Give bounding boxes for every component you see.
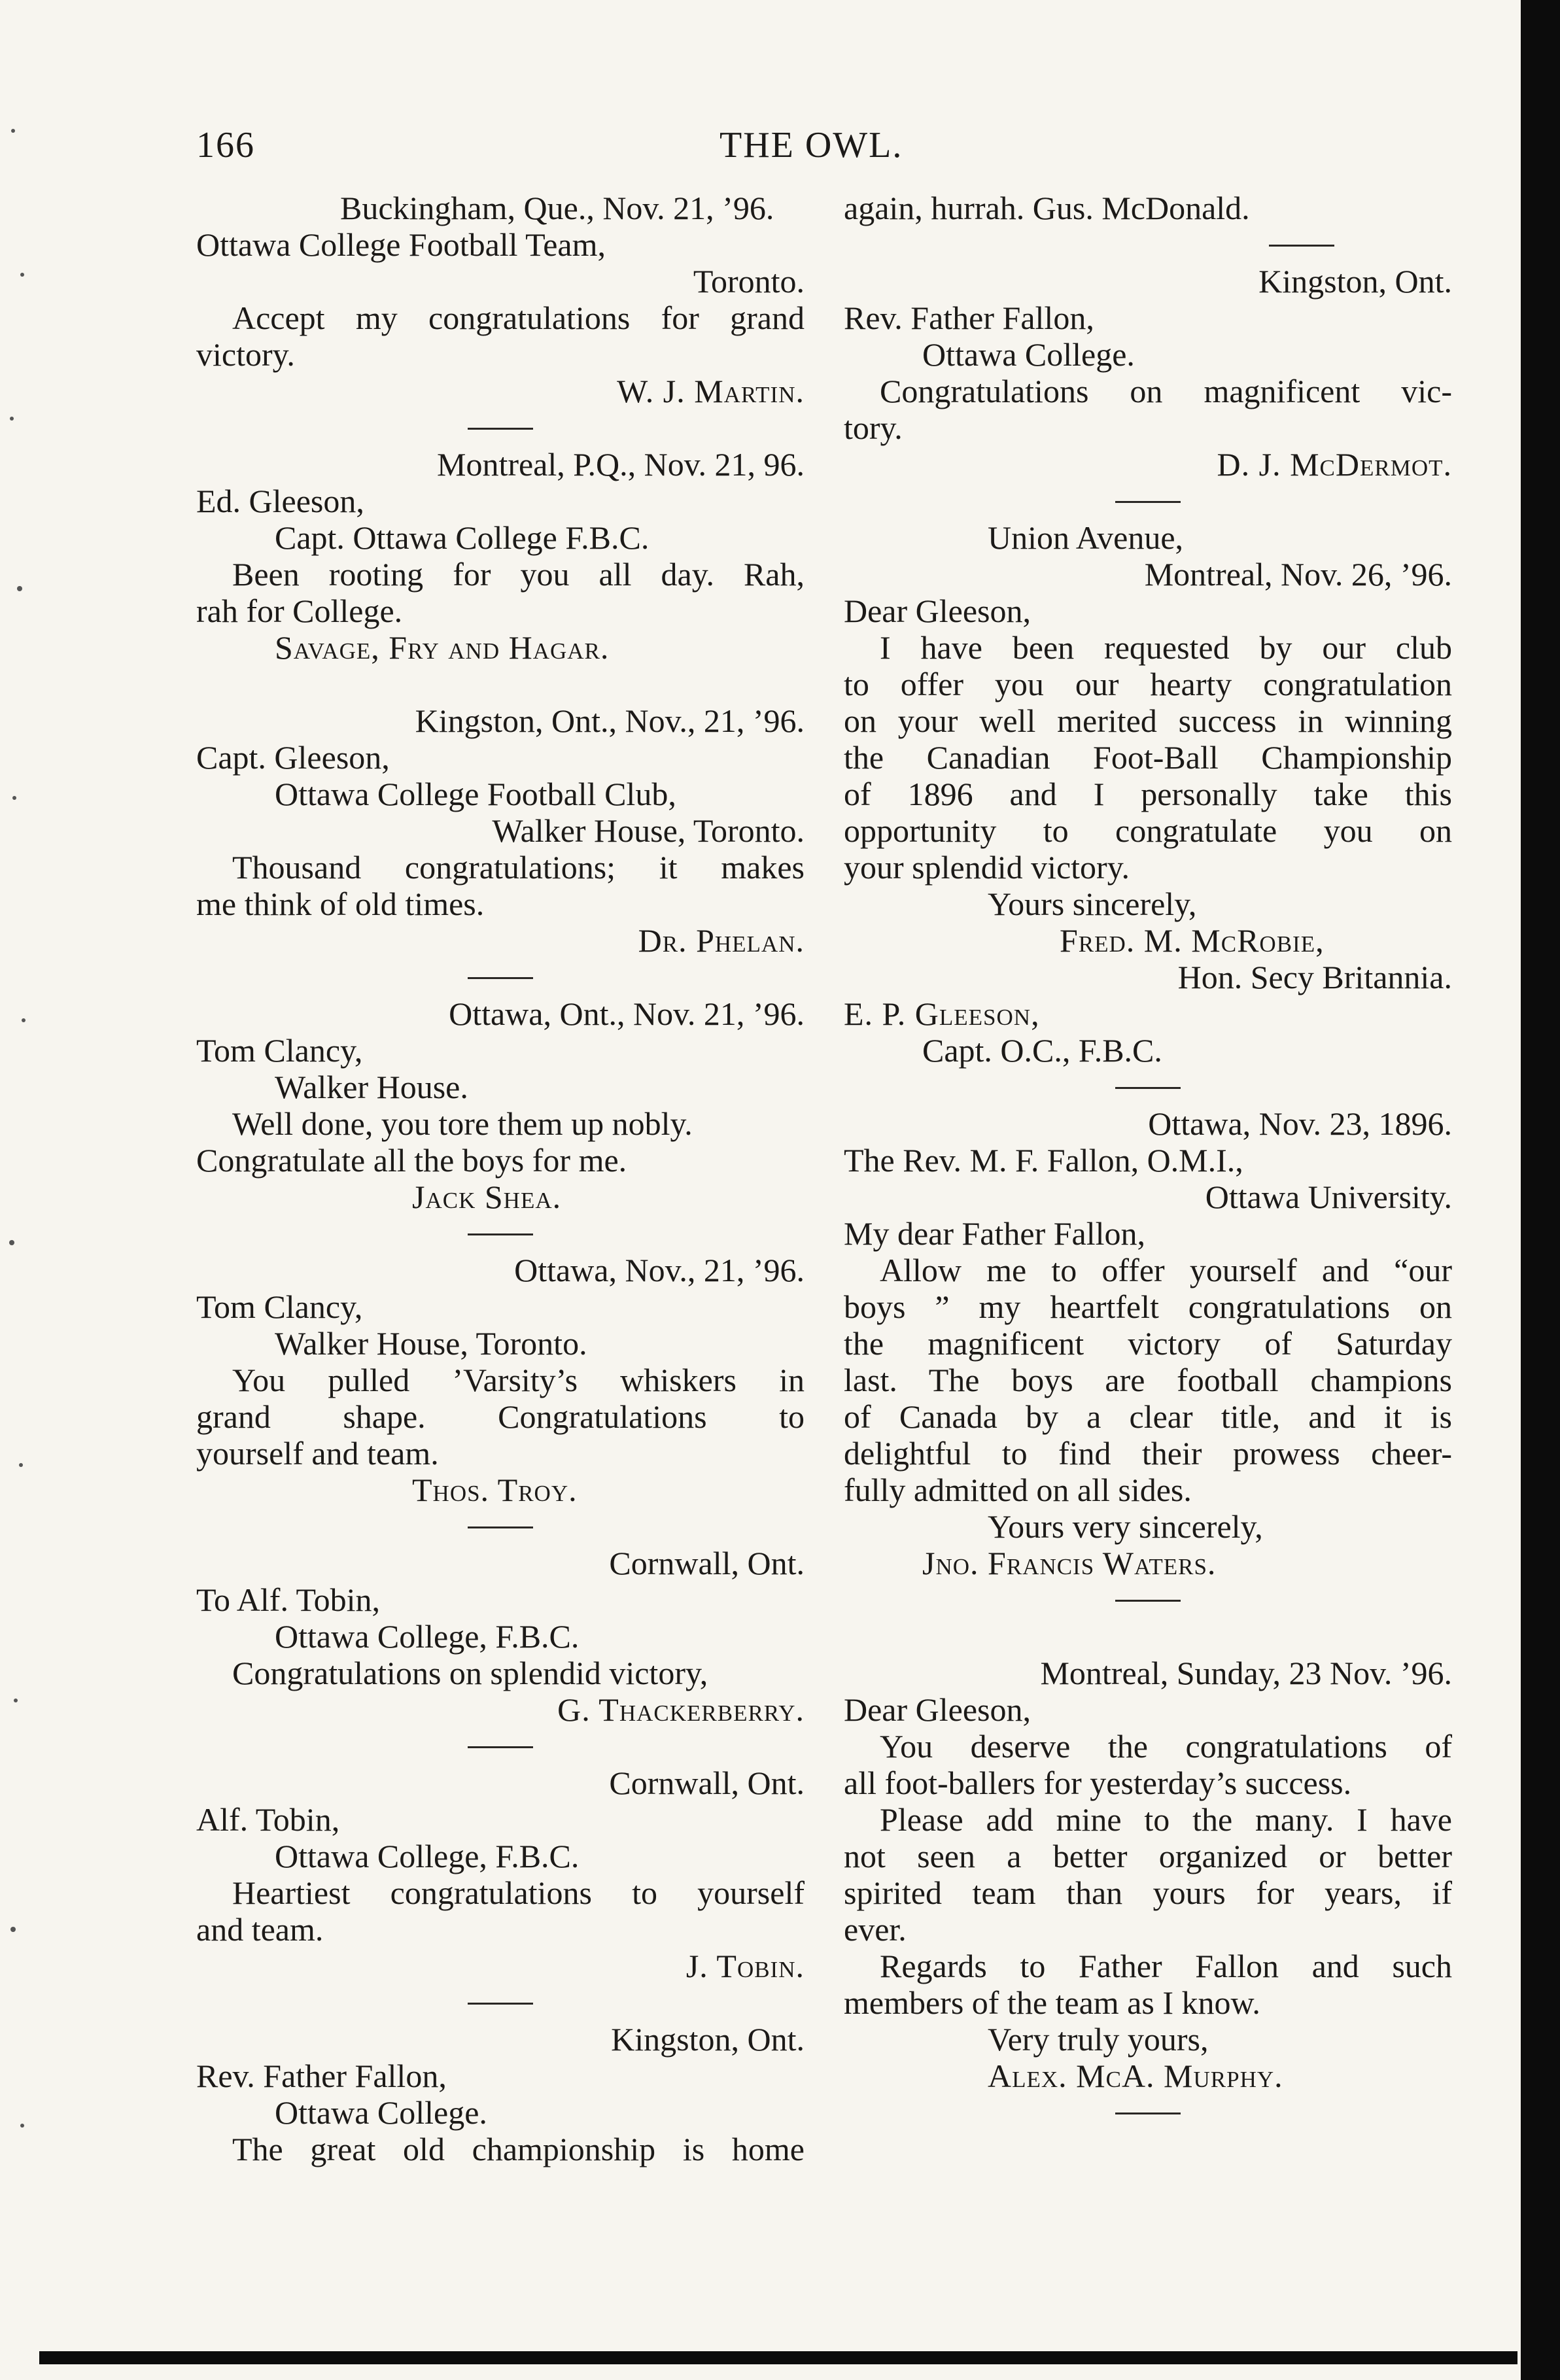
text-line: rah for College. — [196, 593, 403, 629]
text-line: Congratulations on splendid victory, — [232, 1655, 708, 1691]
text-line: Cornwall, Ont. — [609, 1765, 805, 1801]
text-line: Congratulations on magnificent vic- — [880, 373, 1452, 409]
text-line: Well done, you tore them up nobly. — [232, 1105, 693, 1142]
text-line: Dear Gleeson, — [844, 1691, 1031, 1728]
text-line: Ottawa, Nov. 23, 1896. — [1148, 1105, 1452, 1142]
text-line: Montreal, Sunday, 23 Nov. ’96. — [1040, 1655, 1452, 1691]
text-line: again, hurrah. Gus. McDonald. — [844, 190, 1250, 226]
text-line: grand shape. Congratulations to — [196, 1398, 805, 1435]
text-line: opportunity to congratulate you on — [844, 812, 1452, 849]
text-line: Cornwall, Ont. — [609, 1545, 805, 1581]
text-line: Union Avenue, — [988, 519, 1184, 556]
text-line: Please add mine to the many. I have — [880, 1801, 1452, 1838]
text-line: Regards to Father Fallon and such — [880, 1948, 1452, 1984]
text-line: delightful to find their prowess cheer- — [844, 1435, 1452, 1472]
text-line: ever. — [844, 1911, 907, 1948]
text-line: members of the team as I know. — [844, 1984, 1260, 2021]
text-line: E. P. Gleeson, — [844, 995, 1040, 1032]
text-line: You deserve the congratulations of — [880, 1728, 1452, 1765]
text-line: Dr. Phelan. — [638, 922, 805, 959]
text-line: W. J. Martin. — [617, 373, 805, 409]
text-line: Ottawa College Football Club, — [275, 776, 676, 812]
text-line: Capt. Gleeson, — [196, 739, 390, 776]
text-line: Heartiest congratulations to yourself — [232, 1874, 805, 1911]
text-line: My dear Father Fallon, — [844, 1215, 1146, 1252]
text-line: Buckingham, Que., Nov. 21, ’96. — [340, 190, 774, 226]
text-line: J. Tobin. — [685, 1948, 805, 1984]
rule-separator — [844, 1069, 1452, 1105]
text-line: Accept my congratulations for grand — [232, 300, 805, 336]
text-line: Montreal, P.Q., Nov. 21, 96. — [436, 446, 805, 483]
text-line: Kingston, Ont. — [1258, 263, 1452, 300]
rule-separator — [196, 1508, 805, 1545]
text-line: spirited team than yours for years, if — [844, 1874, 1452, 1911]
text-line: Been rooting for you all day. Rah, — [232, 556, 805, 593]
rule-separator — [196, 1215, 805, 1252]
text-line: Tom Clancy, — [196, 1032, 363, 1069]
text-line: on your well merited success in winning — [844, 702, 1452, 739]
scan-specks — [0, 0, 39, 2380]
text-line: You pulled ’Varsity’s whiskers in — [232, 1362, 805, 1398]
text-line: last. The boys are football champions — [844, 1362, 1452, 1398]
page-number: 166 — [196, 125, 255, 165]
text-line: Kingston, Ont. — [611, 2021, 805, 2058]
text-line: Ottawa University. — [1205, 1179, 1452, 1215]
rule-separator — [196, 1984, 805, 2021]
text-line: Very truly yours, — [988, 2021, 1209, 2058]
text-line: The Rev. M. F. Fallon, O.M.I., — [844, 1142, 1243, 1179]
text-line: Ottawa, Ont., Nov. 21, ’96. — [449, 995, 805, 1032]
text-line: Rev. Father Fallon, — [196, 2058, 447, 2094]
text-line: Savage, Fry and Hagar. — [275, 629, 610, 666]
text-line: Jno. Francis Waters. — [922, 1545, 1217, 1581]
text-line: victory. — [196, 336, 295, 373]
text-line: Ottawa, Nov., 21, ’96. — [514, 1252, 805, 1288]
text-line: D. J. McDermot. — [1217, 446, 1452, 483]
rule-separator — [196, 1728, 805, 1765]
rule-separator — [844, 483, 1452, 519]
text-line: Walker House. — [275, 1069, 468, 1105]
text-line: Capt. Ottawa College F.B.C. — [275, 519, 650, 556]
right-column — [844, 190, 1452, 2131]
left-column — [196, 190, 805, 2167]
text-line: Ottawa College Football Team, — [196, 226, 606, 263]
text-line: of Canada by a clear title, and it is — [844, 1398, 1452, 1435]
text-line: Allow me to offer yourself and “our — [880, 1252, 1452, 1288]
text-line: Capt. O.C., F.B.C. — [922, 1032, 1162, 1069]
text-line: Tom Clancy, — [196, 1288, 363, 1325]
spacer — [196, 666, 805, 702]
running-title: THE OWL. — [719, 125, 903, 165]
text-line: Alex. McA. Murphy. — [988, 2058, 1283, 2094]
text-line: Walker House, Toronto. — [492, 812, 805, 849]
text-line: Fred. M. McRobie, — [1060, 922, 1325, 959]
text-line: Ottawa College. — [275, 2094, 487, 2131]
scan-edge-bottom — [39, 2351, 1517, 2364]
text-line: To Alf. Tobin, — [196, 1581, 380, 1618]
text-line: Ottawa College, F.B.C. — [275, 1618, 580, 1655]
text-line: Kingston, Ont., Nov., 21, ’96. — [415, 702, 805, 739]
text-line: The great old championship is home — [232, 2131, 805, 2167]
rule-separator — [196, 409, 805, 446]
text-line: Dear Gleeson, — [844, 593, 1031, 629]
text-line: all foot-ballers for yesterday’s success. — [844, 1765, 1352, 1801]
rule-separator — [196, 959, 805, 995]
text-line: and team. — [196, 1911, 324, 1948]
text-line: your splendid victory. — [844, 849, 1130, 886]
text-line: to offer you our hearty congratulation — [844, 666, 1452, 702]
text-line: Thos. Troy. — [412, 1472, 578, 1508]
text-line: fully admitted on all sides. — [844, 1472, 1192, 1508]
text-line: Montreal, Nov. 26, ’96. — [1144, 556, 1452, 593]
spacer — [844, 1618, 1452, 1655]
text-line: boys ” my heartfelt congratulations on — [844, 1288, 1452, 1325]
text-line: not seen a better organized or better — [844, 1838, 1452, 1874]
text-line: of 1896 and I personally take this — [844, 776, 1452, 812]
text-line: Yours sincerely, — [988, 886, 1197, 922]
rule-separator — [844, 226, 1452, 263]
text-line: tory. — [844, 409, 903, 446]
rule-separator — [844, 1581, 1452, 1618]
text-line: Ottawa College, F.B.C. — [275, 1838, 580, 1874]
text-line: Jack Shea. — [412, 1179, 562, 1215]
rule-separator — [844, 2094, 1452, 2131]
text-line: I have been requested by our club — [880, 629, 1452, 666]
scan-edge-right — [1521, 0, 1560, 2380]
text-line: Yours very sincerely, — [988, 1508, 1263, 1545]
text-line: the magnificent victory of Saturday — [844, 1325, 1452, 1362]
text-line: Ed. Gleeson, — [196, 483, 364, 519]
text-line: Walker House, Toronto. — [275, 1325, 587, 1362]
text-line: me think of old times. — [196, 886, 485, 922]
text-line: Thousand congratulations; it makes — [232, 849, 805, 886]
text-line: Congratulate all the boys for me. — [196, 1142, 627, 1179]
text-line: the Canadian Foot-Ball Championship — [844, 739, 1452, 776]
text-line: Ottawa College. — [922, 336, 1135, 373]
text-line: Toronto. — [693, 263, 805, 300]
text-line: yourself and team. — [196, 1435, 439, 1472]
text-line: Rev. Father Fallon, — [844, 300, 1094, 336]
text-line: Alf. Tobin, — [196, 1801, 340, 1838]
text-line: G. Thackerberry. — [557, 1691, 805, 1728]
text-line: Hon. Secy Britannia. — [1177, 959, 1452, 995]
